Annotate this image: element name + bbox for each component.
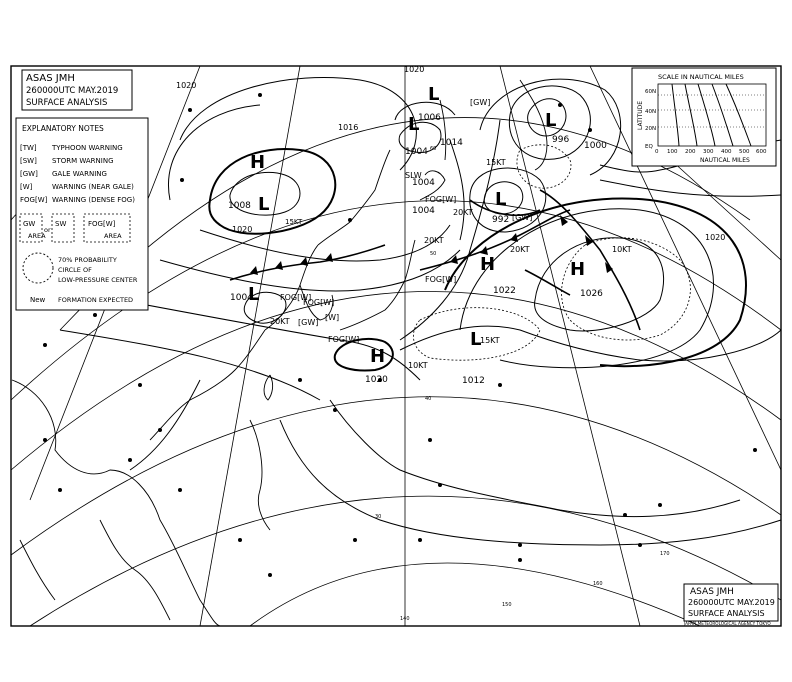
footer-line3: SURFACE ANALYSIS: [688, 609, 765, 618]
high-center-nw: H: [250, 152, 266, 173]
parallel-40: 40: [425, 396, 432, 402]
speed-20kt-d: 20KT: [510, 245, 530, 254]
speed-15kt-c: 15KT: [285, 218, 303, 226]
low-mongolia-value: 1008: [228, 201, 251, 211]
legend-circle-l2: CIRCLE OF: [58, 266, 92, 274]
legend-text-gw: GALE WARNING: [52, 170, 107, 178]
scale-nm-100: 100: [667, 149, 678, 155]
scale-xlabel: NAUTICAL MILES: [700, 157, 750, 164]
warning-fog-3: FOG[W]: [303, 298, 335, 307]
scale-nm-200: 200: [685, 149, 696, 155]
speed-20kt-c: 20KT: [453, 208, 473, 217]
low-center-992: L: [495, 189, 507, 210]
isobar-label-1004: 1004: [412, 178, 435, 188]
low-center-okhotsk: L: [428, 84, 440, 105]
scale-lat-eq: EQ: [645, 144, 653, 150]
legend-new-text: FORMATION EXPECTED: [58, 296, 134, 304]
warning-fog-5: FOG[W]: [328, 335, 360, 344]
isobar-label-1004b: 1004: [412, 206, 435, 216]
low-sakhalin-value: 1004: [405, 147, 428, 157]
low-center-china: L: [248, 284, 260, 305]
legend-circle-l1: 70% PROBABILITY: [58, 256, 117, 264]
speed-10kt-b: 10KT: [612, 245, 632, 254]
scale-nm-500: 500: [739, 149, 750, 155]
low-center-sakhalin: L: [408, 114, 420, 135]
parallel-30: 30: [375, 514, 382, 520]
low-pacific-value: 1012: [462, 376, 485, 386]
legend-code-fog: FOG[W]: [20, 196, 48, 204]
warning-gw-3: [GW]: [470, 98, 491, 107]
legend-area-label: AREA: [28, 232, 46, 240]
warning-fog-4: FOG[W]: [425, 275, 457, 284]
speed-20kt-a: 20KT: [270, 317, 290, 326]
warning-fog-2: FOG[W]: [280, 293, 312, 302]
legend-new-code: New: [30, 296, 46, 304]
parallel-60: 60: [430, 146, 437, 152]
footer-line2: 260000UTC MAY.2019: [688, 598, 775, 607]
legend-area-fog: FOG[W]: [88, 220, 116, 228]
warning-gw-1: [GW]: [298, 318, 319, 327]
scale-nm-0: 0: [655, 149, 659, 155]
high-center-south-japan: H: [370, 346, 386, 367]
legend-code-sw: [SW]: [20, 157, 37, 165]
low-992-value: 992: [492, 215, 510, 225]
header-line3: SURFACE ANALYSIS: [26, 98, 108, 108]
low-kamchatka-value: 996: [552, 135, 570, 145]
low-center-mongolia: L: [258, 194, 270, 215]
high-center-pacific: H: [480, 254, 496, 275]
meridian-140: 140: [400, 616, 410, 622]
legend-code-w: [W]: [20, 183, 33, 191]
isobar-label-1020b: 1020: [705, 233, 726, 242]
scale-lat-60: 60N: [645, 89, 657, 95]
parallel-50: 50: [430, 251, 437, 257]
footer-box: [683, 584, 778, 626]
speed-15kt-b: 15KT: [480, 336, 500, 345]
isobar-label-1016: 1016: [338, 123, 359, 132]
isobar-label-1000: 1000: [584, 141, 607, 151]
legend-box: [16, 118, 148, 310]
legend-text-tw: TYPHOON WARNING: [52, 144, 123, 152]
speed-15kt-a: 15KT: [486, 158, 506, 167]
footer-agency: JAPAN METEOROLOGICAL AGENCY TOKYO: [684, 621, 771, 626]
legend-area-label2: AREA: [104, 232, 122, 240]
warning-gw-2: [GW]: [512, 213, 533, 222]
legend-text-fog: WARNING (DENSE FOG): [52, 196, 135, 204]
scale-nm-400: 400: [721, 149, 732, 155]
speed-20kt-b: 20KT: [424, 236, 444, 245]
legend-area-or: or: [44, 226, 51, 234]
scale-nm-300: 300: [703, 149, 714, 155]
isobar-label-1020c: 1020: [176, 81, 197, 90]
legend-title: EXPLANATORY NOTES: [22, 124, 104, 133]
legend-text-w: WARNING (NEAR GALE): [52, 183, 134, 191]
scale-title: SCALE IN NAUTICAL MILES: [658, 73, 744, 81]
legend-area-sw: SW: [55, 220, 67, 228]
high-east-value: 1026: [580, 289, 603, 299]
speed-10kt-a: 10KT: [408, 361, 428, 370]
warning-fog-1: FOG[W]: [425, 195, 457, 204]
legend-text-sw: STORM WARNING: [52, 157, 114, 165]
high-pacific-value: 1022: [493, 286, 516, 296]
header-line2: 260000UTC MAY.2019: [26, 86, 119, 96]
legend-circle-l3: LOW-PRESSURE CENTER: [58, 276, 138, 284]
scale-box: [632, 68, 776, 166]
scale-lat-20: 20N: [645, 126, 657, 132]
low-china-value: 1004: [230, 293, 253, 303]
header-box: [22, 70, 132, 110]
footer-line1: ASAS JMH: [690, 587, 734, 597]
legend-code-gw: [GW]: [20, 170, 38, 178]
scale-nm-600: 600: [756, 149, 767, 155]
isobar-label-1020a: 1020: [232, 225, 253, 234]
scale-ylabel: LATITUDE: [637, 100, 644, 130]
header-line1: ASAS JMH: [26, 73, 75, 84]
high-center-east: H: [570, 259, 586, 280]
high-south-value: 1020: [365, 375, 388, 385]
meridian-160: 160: [593, 581, 603, 587]
isobar-label-1006: 1006: [418, 113, 441, 123]
scale-lat-40: 40N: [645, 109, 657, 115]
legend-area-gw: GW: [23, 220, 36, 228]
legend-code-tw: [TW]: [20, 144, 37, 152]
meridian-170: 170: [660, 551, 670, 557]
low-center-kamchatka: L: [545, 110, 557, 131]
warning-w-1: [W]: [325, 313, 340, 322]
warning-slw: SLW: [405, 171, 422, 180]
low-center-pacific-south: L: [470, 329, 482, 350]
meridian-150: 150: [502, 602, 512, 608]
isobar-label-1020d: 1020: [404, 65, 425, 74]
isobar-label-1014: 1014: [440, 138, 463, 148]
